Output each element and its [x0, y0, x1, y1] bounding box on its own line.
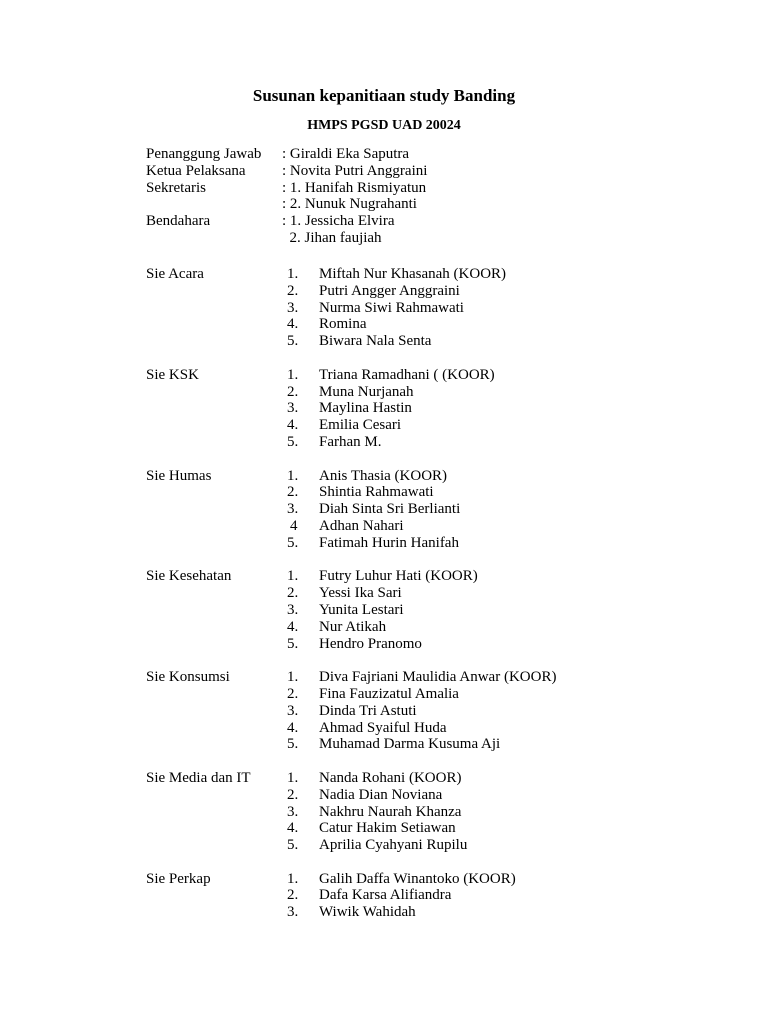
member-name: Ahmad Syaiful Huda	[319, 719, 447, 736]
member-name: Yunita Lestari	[319, 601, 404, 618]
member-number: 2.	[287, 786, 299, 803]
leadership-member-name: : Giraldi Eka Saputra	[282, 146, 410, 162]
member-list-item	[146, 686, 746, 703]
member-list-item	[146, 703, 746, 720]
member-list	[146, 266, 746, 350]
member-list-item	[146, 434, 746, 451]
member-list	[146, 367, 746, 451]
leadership-member-name: : Novita Putri Anggraini	[282, 162, 428, 179]
member-number: 5.	[287, 736, 299, 753]
member-number: 3.	[287, 501, 299, 518]
member-number: 3.	[287, 400, 299, 417]
member-list-item	[146, 468, 746, 485]
member-list-item	[146, 568, 746, 585]
member-name: Yessi Ika Sari	[319, 585, 402, 602]
member-list-item	[146, 518, 746, 535]
member-number: 2.	[287, 383, 299, 400]
section-label: Sie Media dan IT	[146, 769, 251, 786]
member-name: Diah Sinta Sri Berlianti	[319, 501, 461, 518]
member-name: Shintia Rahmawati	[319, 484, 434, 501]
member-list-item	[146, 400, 746, 417]
member-list-item	[146, 787, 746, 804]
member-name: Putri Angger Anggraini	[319, 282, 460, 299]
member-name: Fina Fauzizatul Amalia	[319, 685, 459, 702]
section-label: Sie Humas	[146, 467, 212, 484]
member-list-item	[146, 669, 746, 686]
member-number: 1.	[287, 568, 299, 585]
member-list-item	[146, 316, 746, 333]
member-number: 3.	[287, 904, 299, 921]
member-name: Nakhru Naurah Khanza	[319, 803, 462, 820]
member-list-item	[146, 283, 746, 300]
member-number: 3.	[287, 702, 299, 719]
leadership-member-name: : 2. Nunuk Nugrahanti	[282, 196, 417, 213]
member-number: 2.	[287, 585, 299, 602]
member-number: 1.	[287, 870, 299, 887]
member-number: 2.	[287, 685, 299, 702]
member-list-item	[146, 266, 746, 283]
member-list-item	[146, 535, 746, 552]
member-name: Muna Nurjanah	[319, 383, 414, 400]
member-name: Emilia Cesari	[319, 417, 402, 434]
member-name: Nurma Siwi Rahmawati	[319, 299, 464, 316]
leadership-role-label: Sekretaris	[146, 179, 206, 196]
member-list-item	[146, 484, 746, 501]
member-list-item	[146, 602, 746, 619]
section-block	[146, 770, 746, 854]
member-number: 4	[290, 517, 298, 534]
member-name: Hendro Pranomo	[319, 635, 422, 652]
member-name: Miftah Nur Khasanah (KOOR)	[319, 266, 507, 282]
member-list-item	[146, 804, 746, 821]
section-block	[146, 871, 746, 921]
member-list-item	[146, 619, 746, 636]
member-number: 4.	[287, 618, 299, 635]
member-name: Galih Daffa Winantoko (KOOR)	[319, 870, 516, 887]
member-name: Diva Fajriani Maulidia Anwar (KOOR)	[319, 669, 557, 686]
member-list	[146, 871, 746, 921]
section-label: Sie Kesehatan	[146, 568, 232, 585]
member-list-item	[146, 887, 746, 904]
member-list	[146, 770, 746, 854]
section-block	[146, 669, 746, 753]
member-list-item	[146, 904, 746, 921]
member-number: 3.	[287, 299, 299, 316]
document-subtitle: HMPS PGSD UAD 20024	[307, 118, 461, 133]
member-list-item	[146, 585, 746, 602]
section-block	[146, 568, 746, 652]
member-list-item	[146, 417, 746, 434]
member-name: Nadia Dian Noviana	[319, 786, 443, 803]
section-block	[146, 266, 746, 350]
member-number: 5.	[287, 635, 299, 652]
leadership-role-label: Ketua Pelaksana	[146, 162, 246, 179]
member-name: Triana Ramadhani ( (KOOR)	[319, 366, 495, 383]
section-block	[146, 367, 746, 451]
leadership-role-label: Penanggung Jawab	[146, 146, 262, 162]
member-list-item	[146, 367, 746, 384]
member-list	[146, 568, 746, 652]
member-name: Muhamad Darma Kusuma Aji	[319, 736, 501, 753]
leadership-member-name: : 1. Hanifah Rismiyatun	[282, 179, 427, 196]
member-name: Futry Luhur Hati (KOOR)	[319, 568, 478, 585]
member-name: Dafa Karsa Alifiandra	[319, 887, 452, 904]
member-number: 2.	[287, 282, 299, 299]
member-number: 5.	[287, 433, 299, 450]
member-number: 3.	[287, 601, 299, 618]
member-list-item	[146, 333, 746, 350]
member-list-item	[146, 300, 746, 317]
member-number: 1.	[287, 366, 299, 383]
member-list-item	[146, 820, 746, 837]
member-name: Maylina Hastin	[319, 400, 412, 417]
member-list-item	[146, 770, 746, 787]
member-list-item	[146, 837, 746, 854]
member-number: 2.	[287, 484, 299, 501]
section-block	[146, 468, 746, 552]
member-list-item	[146, 384, 746, 401]
leadership-role-label: Bendahara	[146, 213, 211, 230]
member-number: 3.	[287, 803, 299, 820]
member-number: 2.	[287, 887, 299, 904]
member-name: Nur Atikah	[319, 618, 387, 635]
committee-sections	[146, 266, 746, 938]
document-title: Susunan kepanitiaan study Banding	[252, 86, 516, 105]
member-list-item	[146, 736, 746, 753]
member-number: 4.	[287, 719, 299, 736]
member-name: Farhan M.	[319, 433, 382, 450]
member-list-item	[146, 501, 746, 518]
member-name: Dinda Tri Astuti	[319, 702, 417, 719]
member-number: 1.	[287, 266, 299, 282]
leadership-member-name: : 1. Jessicha Elvira	[282, 213, 395, 230]
section-label: Sie Konsumsi	[146, 669, 230, 686]
member-number: 1.	[287, 669, 299, 686]
member-name: Biwara Nala Senta	[319, 333, 432, 350]
member-list-item	[146, 720, 746, 737]
section-label: Sie KSK	[146, 366, 199, 383]
member-number: 4.	[287, 417, 299, 434]
member-list	[146, 669, 746, 753]
member-name: Romina	[319, 316, 367, 333]
member-list-item	[146, 636, 746, 653]
section-label: Sie Acara	[146, 266, 204, 282]
member-name: Fatimah Hurin Hanifah	[319, 534, 459, 551]
member-name: Adhan Nahari	[319, 517, 404, 534]
member-number: 1.	[287, 769, 299, 786]
member-number: 5.	[287, 837, 299, 854]
member-name: Nanda Rohani (KOOR)	[319, 769, 462, 786]
section-label: Sie Perkap	[146, 870, 211, 887]
member-number: 4.	[287, 316, 299, 333]
member-number: 5.	[287, 534, 299, 551]
member-name: Anis Thasia (KOOR)	[319, 467, 448, 484]
member-name: Catur Hakim Setiawan	[319, 820, 456, 837]
member-number: 5.	[287, 333, 299, 350]
member-list-item	[146, 871, 746, 888]
member-number: 1.	[287, 467, 299, 484]
member-list	[146, 468, 746, 552]
leadership-member-name: 2. Jihan faujiah	[282, 229, 382, 246]
member-name: Aprilia Cyahyani Rupilu	[319, 837, 468, 854]
member-name: Wiwik Wahidah	[319, 904, 416, 921]
member-number: 4.	[287, 820, 299, 837]
